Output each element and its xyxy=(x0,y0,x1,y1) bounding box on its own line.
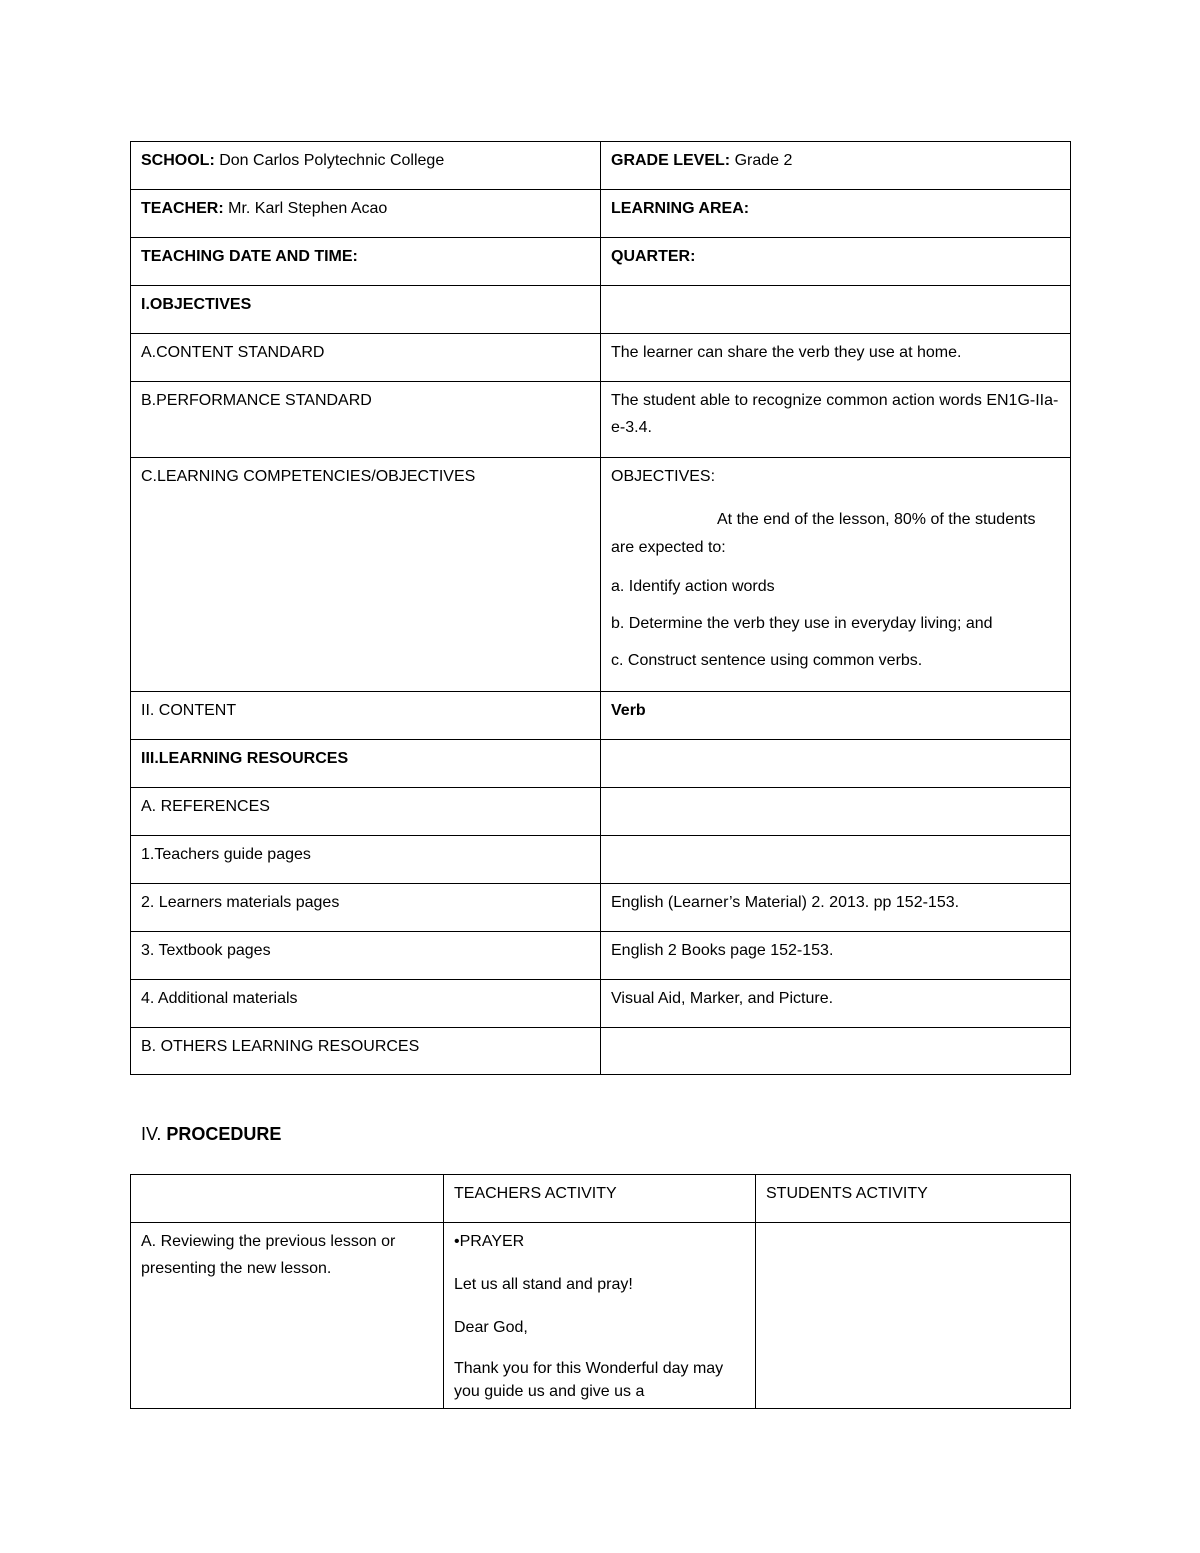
empty-cell xyxy=(601,286,1071,334)
textbook-value: English 2 Books page 152-153. xyxy=(601,932,1071,980)
empty-header-cell xyxy=(131,1175,444,1223)
students-activity-cell xyxy=(756,1223,1071,1409)
procedure-table xyxy=(130,1174,1071,1409)
empty-cell xyxy=(601,836,1071,884)
procedure-title-text: PROCEDURE xyxy=(161,1124,282,1144)
references-label: A. REFERENCES xyxy=(131,788,601,836)
textbook-label: 3. Textbook pages xyxy=(131,932,601,980)
teacher-value: Mr. Karl Stephen Acao xyxy=(223,200,388,217)
competencies-label: C.LEARNING COMPETENCIES/OBJECTIVES xyxy=(131,458,601,692)
objective-item: a. Identify action words xyxy=(611,578,775,595)
date-time-label: TEACHING DATE AND TIME: xyxy=(141,248,358,265)
content-standard-value: The learner can share the verb they use at home. xyxy=(601,334,1071,382)
learners-materials-label: 2. Learners materials pages xyxy=(131,884,601,932)
additional-materials-value: Visual Aid, Marker, and Picture. xyxy=(601,980,1071,1028)
objectives-section-cell xyxy=(131,286,601,334)
empty-cell xyxy=(601,788,1071,836)
grade-level-label: GRADE LEVEL: xyxy=(611,152,731,169)
grade-level-cell xyxy=(601,142,1071,190)
teacher-cell xyxy=(131,190,601,238)
empty-cell xyxy=(601,740,1071,788)
quarter-label: QUARTER: xyxy=(611,248,696,265)
grade-level-value: Grade 2 xyxy=(730,152,793,169)
students-activity-header: STUDENTS ACTIVITY xyxy=(756,1175,1071,1223)
other-resources-label: B. OTHERS LEARNING RESOURCES xyxy=(131,1028,601,1075)
objective-item: c. Construct sentence using common verbs. xyxy=(611,652,923,669)
content-value: Verb xyxy=(611,702,646,719)
date-time-cell xyxy=(131,238,601,286)
resources-section-cell xyxy=(131,740,601,788)
objective-item: b. Determine the verb they use in everyday living; and xyxy=(611,615,993,632)
additional-materials-label: 4. Additional materials xyxy=(131,980,601,1028)
teacher-label: TEACHER: xyxy=(141,200,224,217)
teachers-activity-header: TEACHERS ACTIVITY xyxy=(444,1175,756,1223)
school-cell xyxy=(131,142,601,190)
teachers-activity-cell xyxy=(444,1223,756,1409)
prayer-heading-text: PRAYER xyxy=(459,1233,525,1250)
learning-area-cell xyxy=(601,190,1071,238)
objectives-intro: At the end of the lesson, 80% of the students are expected to: xyxy=(611,511,1036,556)
content-value-cell xyxy=(601,692,1071,740)
learners-materials-value: English (Learner’s Material) 2. 2013. pp 152-153. xyxy=(601,884,1071,932)
objectives-section-label: I.OBJECTIVES xyxy=(141,296,252,313)
learning-area-label: LEARNING AREA: xyxy=(611,200,750,217)
prayer-text: Thank you for this Wonderful day may you guide us and give us a xyxy=(454,1360,724,1400)
objectives-heading: OBJECTIVES: xyxy=(611,468,716,485)
bullet-icon: • xyxy=(454,1233,460,1250)
school-label: SCHOOL: xyxy=(141,152,215,169)
row-a-label: A. Reviewing the previous lesson or presenting the new lesson. xyxy=(131,1223,444,1409)
prayer-heading xyxy=(454,1228,745,1255)
objectives-cell xyxy=(601,458,1071,692)
content-standard-label: A.CONTENT STANDARD xyxy=(131,334,601,382)
teachers-guide-label: 1.Teachers guide pages xyxy=(131,836,601,884)
performance-standard-label: B.PERFORMANCE STANDARD xyxy=(131,382,601,458)
procedure-title xyxy=(141,1124,281,1145)
resources-section-label: III.LEARNING RESOURCES xyxy=(141,750,349,767)
quarter-cell xyxy=(601,238,1071,286)
prayer-invite: Let us all stand and pray! xyxy=(454,1276,633,1293)
lesson-plan-table xyxy=(130,141,1071,1075)
performance-standard-value: The student able to recognize common action words EN1G-IIa-e-3.4. xyxy=(601,382,1071,458)
procedure-roman: IV. xyxy=(141,1124,162,1144)
empty-cell xyxy=(601,1028,1071,1075)
school-value: Don Carlos Polytechnic College xyxy=(214,152,445,169)
prayer-greeting: Dear God, xyxy=(454,1319,528,1336)
content-label: II. CONTENT xyxy=(131,692,601,740)
